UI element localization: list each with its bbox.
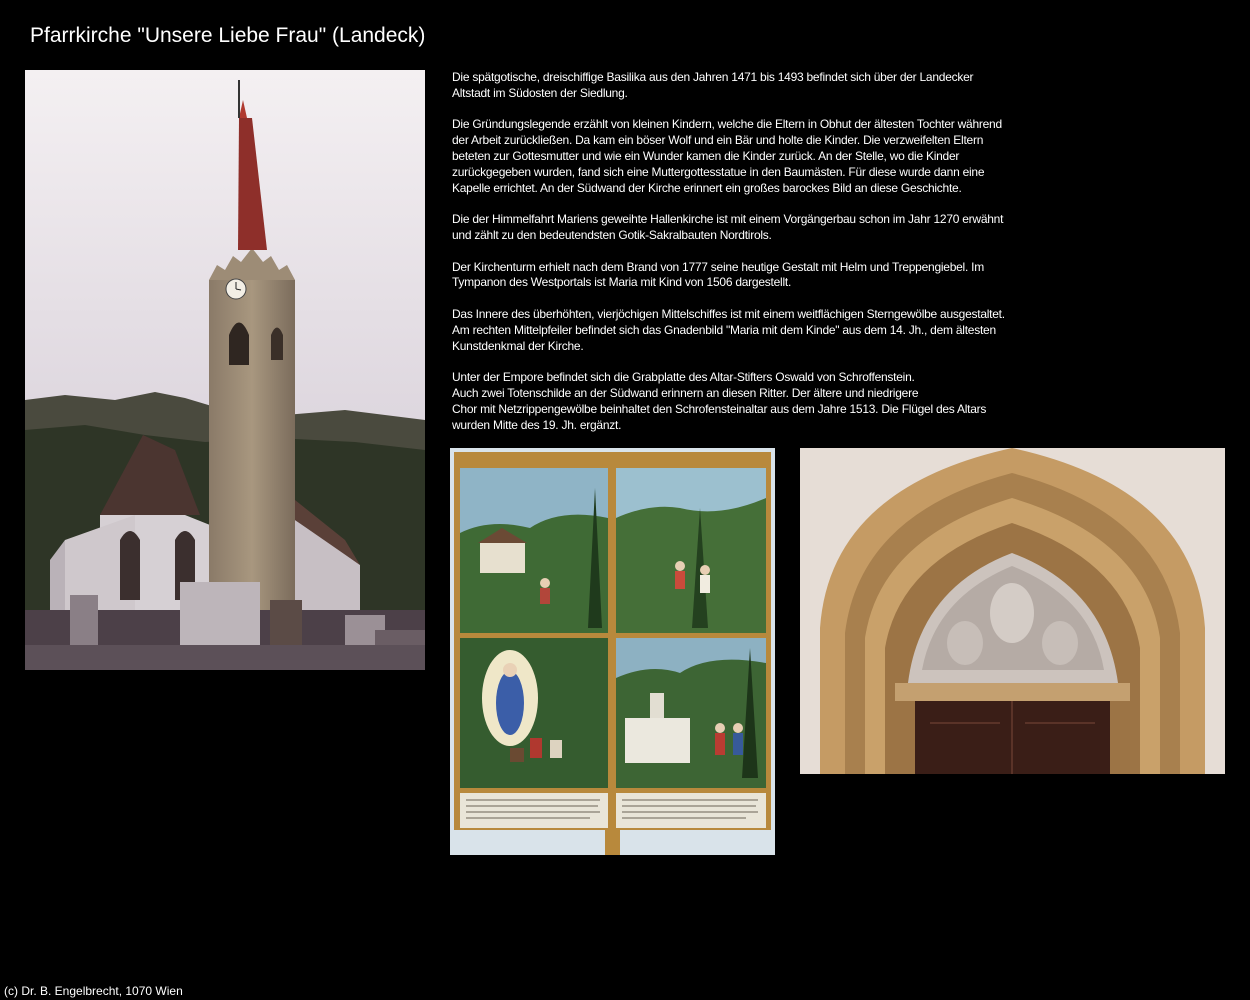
church-photo-image [25, 70, 425, 670]
church-photo[interactable] [25, 70, 425, 670]
text-line: Die der Himmelfahrt Mariens geweihte Hallenkirche ist mit einem Vorgängerbau schon im Jahr 1270 erwähnt [452, 212, 1004, 227]
text-line: Das Innere des überhöhten, vierjöchigen Mittelschiffes ist mit einem weitflächigen Sterngewölbe ausgestaltet. [452, 306, 1005, 321]
description-paragraph-6 [452, 370, 1042, 433]
copyright-footer: (c) Dr. B. Engelbrecht, 1070 Wien [4, 984, 183, 998]
page-title: Pfarrkirche "Unsere Liebe Frau" (Landeck) [30, 24, 426, 47]
text-line: Auch zwei Totenschilde an der Südwand erinnern an diesen Ritter. Der ältere und niedrigere [452, 385, 919, 400]
description-paragraph-3 [452, 212, 1042, 244]
text-line: zurückgegeben wurden, fand sich eine Muttergottesstatue in den Baumästen. Für diese wurde dann eine [452, 164, 985, 179]
description-paragraph-5 [452, 307, 1042, 354]
portal-tympanon-image [800, 448, 1225, 774]
text-line: wurden Mitte des 19. Jh. ergänzt. [452, 417, 622, 432]
portal-tympanon-photo[interactable] [800, 448, 1225, 774]
text-line: Unter der Empore befindet sich die Grabplatte des Altar-Stifters Oswald von Schroffenstein. [452, 370, 915, 385]
text-line: Der Kirchenturm erhielt nach dem Brand von 1777 seine heutige Gestalt mit Helm und Treppengiebel. Im [452, 259, 984, 274]
text-line: Die Gründungslegende erzählt von kleinen Kindern, welche die Eltern in Obhut der ältesten Tochter während [452, 117, 1002, 132]
legend-painting-image [450, 448, 775, 855]
description-paragraph-1 [452, 70, 1042, 102]
text-line: beteten zur Gottesmutter und wie ein Wunder kamen die Kinder zurück. An der Stelle, wo die Kinder [452, 148, 960, 163]
text-line: Chor mit Netzrippengewölbe beinhaltet den Schrofensteinaltar aus dem Jahre 1513. Die Flügel des Altars [452, 401, 987, 416]
text-line: Kunstdenkmal der Kirche. [452, 338, 584, 353]
legend-painting-photo[interactable] [450, 448, 775, 855]
text-line: Altstadt im Südosten der Siedlung. [452, 85, 628, 100]
text-line: Kapelle errichtet. An der Südwand der Kirche erinnert ein großes barockes Bild an diese Geschichte. [452, 180, 962, 195]
description-paragraph-4 [452, 260, 1042, 292]
text-line: und zählt zu den bedeutendsten Gotik-Sakralbauten Nordtirols. [452, 227, 772, 242]
text-line: der Arbeit zurückließen. Da kam ein böser Wolf und ein Bär und holte die Kinder. Die verzweifelten Eltern [452, 133, 984, 148]
text-line: Die spätgotische, dreischiffige Basilika aus den Jahren 1471 bis 1493 befindet sich über der Landecker [452, 70, 974, 84]
text-line: Am rechten Mittelpfeiler befindet sich das Gnadenbild "Maria mit dem Kinde" aus dem 14. Jh., dem ältesten [452, 322, 996, 337]
description-text [452, 70, 1042, 449]
description-paragraph-2 [452, 117, 1042, 196]
text-line: Tympanon des Westportals ist Maria mit Kind von 1506 dargestellt. [452, 275, 792, 290]
